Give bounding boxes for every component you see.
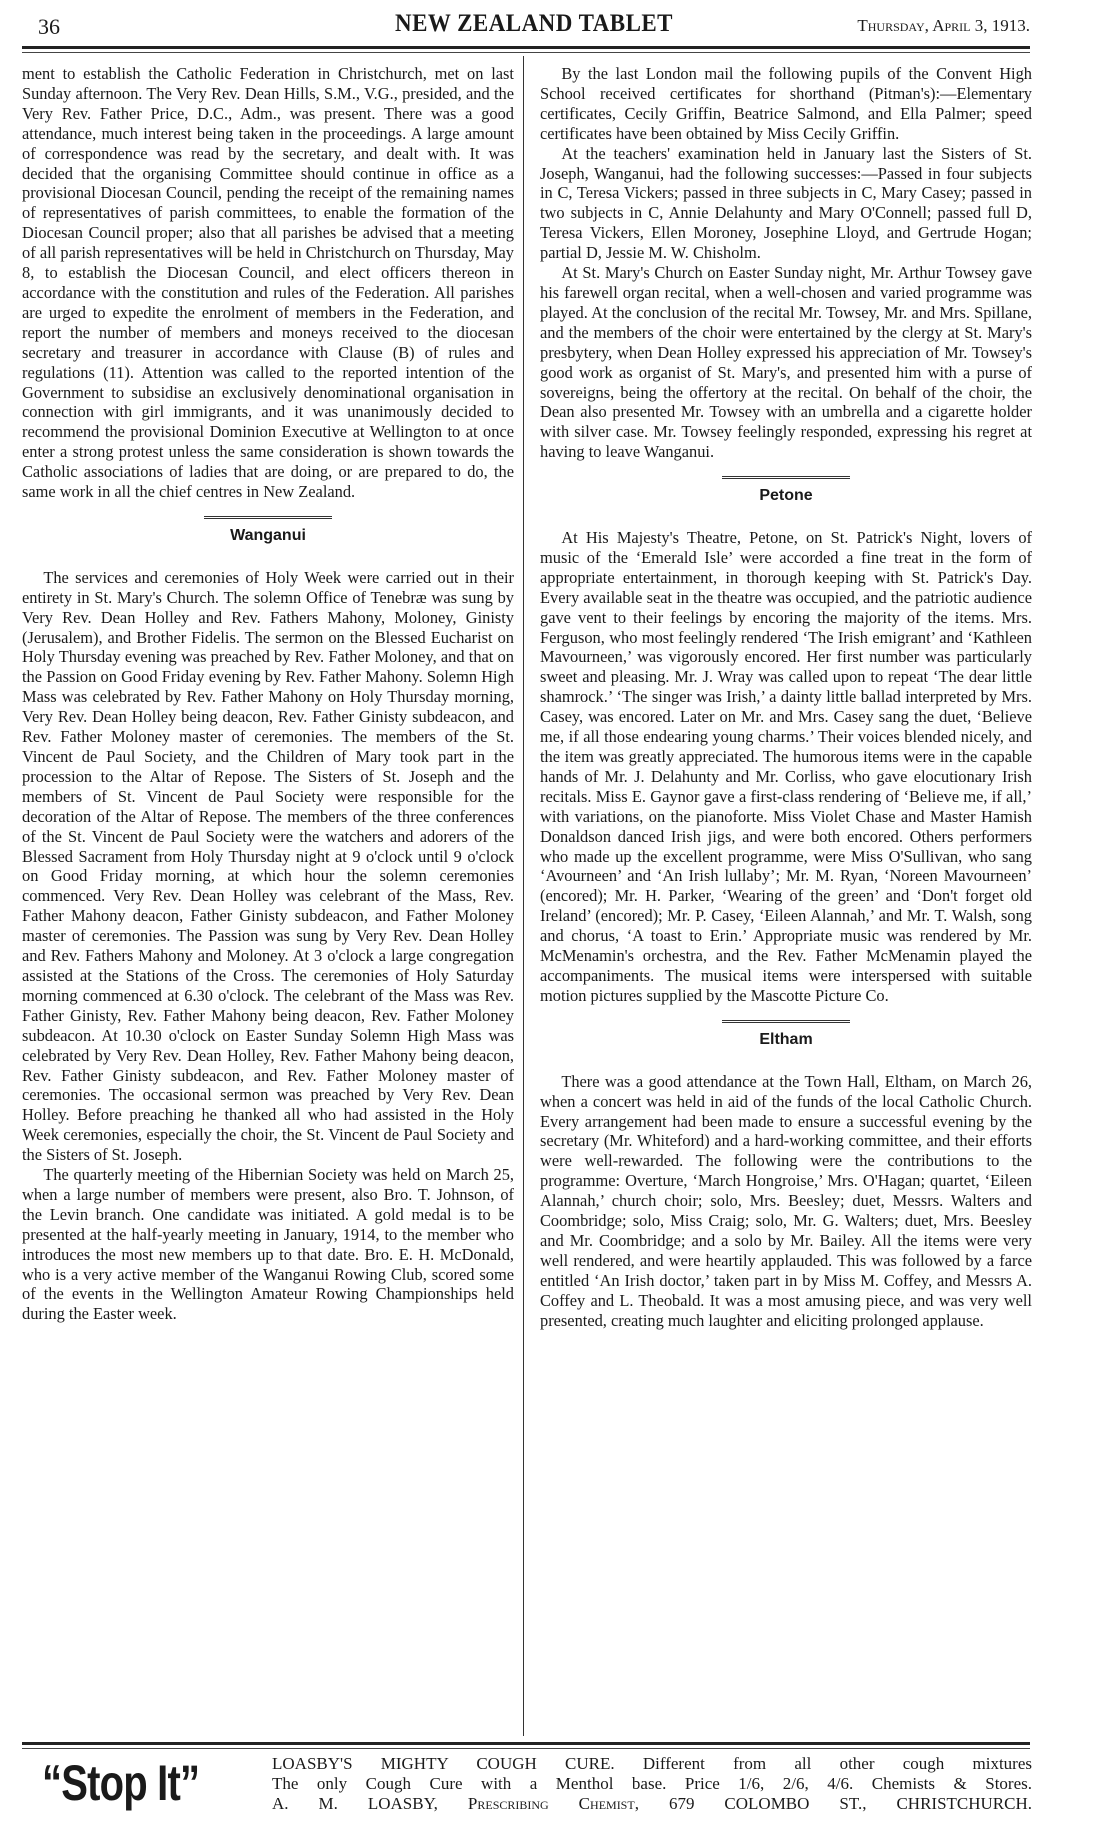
article-paragraph: The services and ceremonies of Holy Week were carried out in their entirety in St. Mary's Church. The solemn Office of Tenebræ was sung by Very Rev. Dean Holley and Rev. Fathers Mahony, Moloney, Ginisty (Jerusalem), and Brother Fidelis. The sermon on the Blessed Eucharist on Holy Thursday evening was preached by Rev. Father Moloney, and that on the Passion on Good Friday evening by Rev. Father Mahony. Solemn High Mass was celebrated by Rev. Father Mahony on Holy Thursday morning, Very Rev. Dean Holley being deacon, Rev. Father Ginisty subdeacon, and Rev. Father Moloney master of ceremonies. The members of the St. Vincent de Paul Society, and the Children of Mary took part in the procession to the Altar of Repose. The Sisters of St. Joseph and the members of St. Vincent de Paul Society were responsible for the decoration of the Altar of Repose. The members of the three conferences of the St. Vincent de Paul Society were the watchers and adorers of the Blessed Sacrament from Holy Thursday night at 9 o'clock until 9 o'clock on Good Friday morning, at which hour the solemn ceremonies commenced. Very Rev. Dean Holley was celebrant of the Mass, Rev. Father Mahony deacon, Father Ginisty subdeacon, and Father Moloney master of ceremonies. The Passion was sung by Very Rev. Dean Holley and Rev. Fathers Mahony and Moloney. At 3 o'clock a large congregation assisted at the Stations of the Cross. The ceremonies of Holy Saturday morning commenced at 6.30 o'clock. The celebrant of the Mass was Rev. Father Ginisty, Rev. Father Mahony being deacon, Rev. Father Moloney subdeacon. At 10.30 o'clock on Easter Sunday Solemn High Mass was celebrated by Very Rev. Dean Holley, Rev. Father Mahony being deacon, Rev. Father Ginisty subdeacon, and Rev. Father Moloney master of ceremonies. The occasional sermon was preached by Very Rev. Dean Holley. Before preaching he thanked all who had assisted in the Holy Week ceremonies, especially the choir, the St. Vincent de Paul Society and the Sisters of St. Joseph.	[22, 567, 514, 1165]
right-column	[540, 64, 1032, 1330]
advertisement	[42, 1752, 1032, 1822]
issue-date: Thursday, April 3, 1913.	[857, 16, 1030, 35]
ad-text	[272, 1754, 1032, 1814]
header-rule	[22, 46, 1030, 49]
article-paragraph: The quarterly meeting of the Hibernian Society was held on March 25, when a large number of members were present, also Bro. T. Johnson, of the Levin branch. One candidate was initiated. A gold medal is to be presented at the half-yearly meeting in January, 1914, to the member who introduces the most new members up to that date. Bro. E. H. McDonald, who is a very active member of the Wanganui Rowing Club, scored some of the events in the Wellington Amateur Rowing Championships held during the Easter week.	[22, 1165, 514, 1324]
masthead	[38, 8, 1030, 48]
article-paragraph: There was a good attendance at the Town Hall, Eltham, on March 26, when a concert was held in aid of the funds of the local Catholic Church. Every arrangement had been made to ensure a successful evening by the secretary (Mr. Whiteford) and a hard-working committee, and their efforts were well-rewarded. The following were the contributions to the programme: Overture, ‘March Hongroise,’ Mrs. O'Hagan; quartet, ‘Eileen Alannah,’ church choir; solo, Mrs. Beesley; duet, Messrs. Walters and Coombridge; solo, Miss Craig; solo, Mr. G. Walters; duet, Mrs. Beesley and Mr. Coombridge; and a solo by Mr. Bailey. All the items were very well rendered, and were heartily applauded. This was followed by a farce entitled ‘An Irish doctor,’ taken part in by Miss M. Coffey, and Messrs A. Coffey and L. Theobald. It was a most amusing piece, and was very well presented, creating much laughter and eliciting prolonged applause.	[540, 1071, 1032, 1330]
newspaper-title: NEW ZEALAND TABLET	[395, 10, 673, 37]
section-heading-wanganui: Wanganui	[22, 516, 514, 546]
article-paragraph: At St. Mary's Church on Easter Sunday night, Mr. Arthur Towsey gave his farewell organ recital, when a well-chosen and varied programme was played. At the conclusion of the recital Mr. Towsey, Mr. and Mrs. Spillane, and the members of the choir were entertained by the clergy at St. Mary's presbytery, when Dean Holley expressed his appreciation of Mr. Towsey's good work as organist of St. Mary's, and presented him with a purse of sovereigns, being the offertory at the recital. On behalf of the choir, the Dean also presented Mr. Towsey with an umbrella and a cigarette holder with silver case. Mr. Towsey feelingly responded, expressing his regret at having to leave Wanganui.	[540, 263, 1032, 462]
article-paragraph: At His Majesty's Theatre, Petone, on St. Patrick's Night, lovers of music of the ‘Emerald Isle’ were accorded a fine treat in the form of appropriate entertainment, in thorough keeping with St. Patrick's Day. Every available seat in the theatre was occupied, and the patriotic audience gave vent to their feelings by encoring the majority of the items. Mrs. Ferguson, who most feelingly rendered ‘The Irish emigrant’ and ‘Kathleen Mavourneen,’ was vigorously encored. Her first number was particularly sweet and pleasing. Mr. J. Wray was called upon to repeat ‘The dear little shamrock.’ ‘The singer was Irish,’ a dainty little ballad interpreted by Mrs. Casey, was encored. Later on Mr. and Mrs. Casey sang the duet, ‘Believe me, if all those endearing young charms.’ Their voices blended nicely, and the item was greatly appreciated. The humorous items were in the capable hands of Mr. J. Delahunty and Mr. Corliss, who gave elocutionary Irish recitals. Miss E. Gaynor gave a first-class rendering of ‘Believe me, if all,’ with variations, on the pianoforte. Miss Violet Chase and Master Hamish Donaldson danced Irish jigs, and were both encored. Others performers who made up the excellent programme, were Miss O'Sullivan, who sang ‘Avourneen’ and ‘An Irish lullaby’; Mr. M. Ryan, ‘Noreen Mavourneen’ (encored); Mr. H. Parker, ‘Wearing of the green’ and ‘Don't forget old Ireland’ (encored); Mr. P. Casey, ‘Eileen Alannah,’ and Mr. T. Walsh, song and chorus, ‘A toast to Erin.’ Appropriate music was rendered by Mr. McMenamin's orchestra, and the Rev. Father McMenamin played the accompaniments. The musical items were interspersed with suitable motion pictures supplied by the Mascotte Picture Co.	[540, 528, 1032, 1005]
article-paragraph: ment to establish the Catholic Federation in Christchurch, met on last Sunday afternoon. The Very Rev. Dean Hills, S.M., V.G., presided, and the Very Rev. Father Price, D.C., Adm., was present. There was a good attendance, much interest being taken in the proceedings. A large amount of correspondence was read by the secretary, and dealt with. It was decided that the organising Committee should continue in office as a provisional Diocesan Council, pending the receipt of the remaining names of representatives of parish committees, to enable the formation of the Diocesan Council proper; also that all parishes be advised that a meeting of all parish representatives will be held in Christchurch on Thursday, May 8, to establish the Diocesan Council, and elect officers thereon in accordance with the constitution and rules of the Federation. All parishes are urged to expedite the enrolment of members in the Federation, and report the number of members and moneys received to the diocesan secretary and treasurer in accordance with Clause (B) of rules and regulations (11). Attention was called to the reported intention of the Government to subsidise an exclusively denominational organisation in connection with girl immigrants, and it was unanimously decided to recommend the provisional Dominion Executive at Wellington to at once enter a strong protest unless the same consideration is shown towards the Catholic associations of ladies that are doing, or are prepared to do, the same work in all the chief centres in New Zealand.	[22, 64, 514, 502]
article-paragraph: At the teachers' examination held in January last the Sisters of St. Joseph, Wanganui, had the following successes:—Passed in four subjects in C, Teresa Vickers; passed in three subjects in C, Mary Casey; passed in two subjects in C, Annie Delahunty and Mary O'Connell; passed full D, Teresa Vickers, Ellen Moroney, Josephine Lloyd, and Gertrude Hogan; partial D, Jessie M. W. Chisholm.	[540, 143, 1032, 263]
ad-chemist-title: Prescribing Chemist,	[467, 1794, 639, 1813]
ad-address: 679 COLOMBO ST., CHRISTCHURCH.	[668, 1794, 1033, 1813]
header-rule-thin	[22, 52, 1030, 53]
ad-line: The only Cough Cure with a Menthol base. Price 1/6, 2/6, 4/6. Chemists & Stores.	[272, 1774, 1032, 1793]
footer-rule	[22, 1742, 1030, 1745]
ad-chemist-name: A. M. LOASBY,	[272, 1794, 438, 1813]
ad-slogan: “Stop It”	[42, 1755, 200, 1811]
left-column	[22, 64, 514, 1324]
footer-rule-thin	[22, 1748, 1030, 1749]
column-divider	[523, 56, 524, 1736]
section-heading-eltham: Eltham	[540, 1020, 1032, 1050]
section-heading-petone: Petone	[540, 476, 1032, 506]
article-paragraph: By the last London mail the following pupils of the Convent High School received certificates for shorthand (Pitman's):—Elementary certificates, Cecily Griffin, Beatrice Salmond, and Ella Palmer; speed certificates have been obtained by Miss Cecily Griffin.	[540, 64, 1032, 143]
page-number: 36	[38, 14, 60, 39]
ad-line: LOASBY'S MIGHTY COUGH CURE. Different from all other cough mixtures	[272, 1754, 1032, 1773]
ad-line	[272, 1794, 1032, 1814]
